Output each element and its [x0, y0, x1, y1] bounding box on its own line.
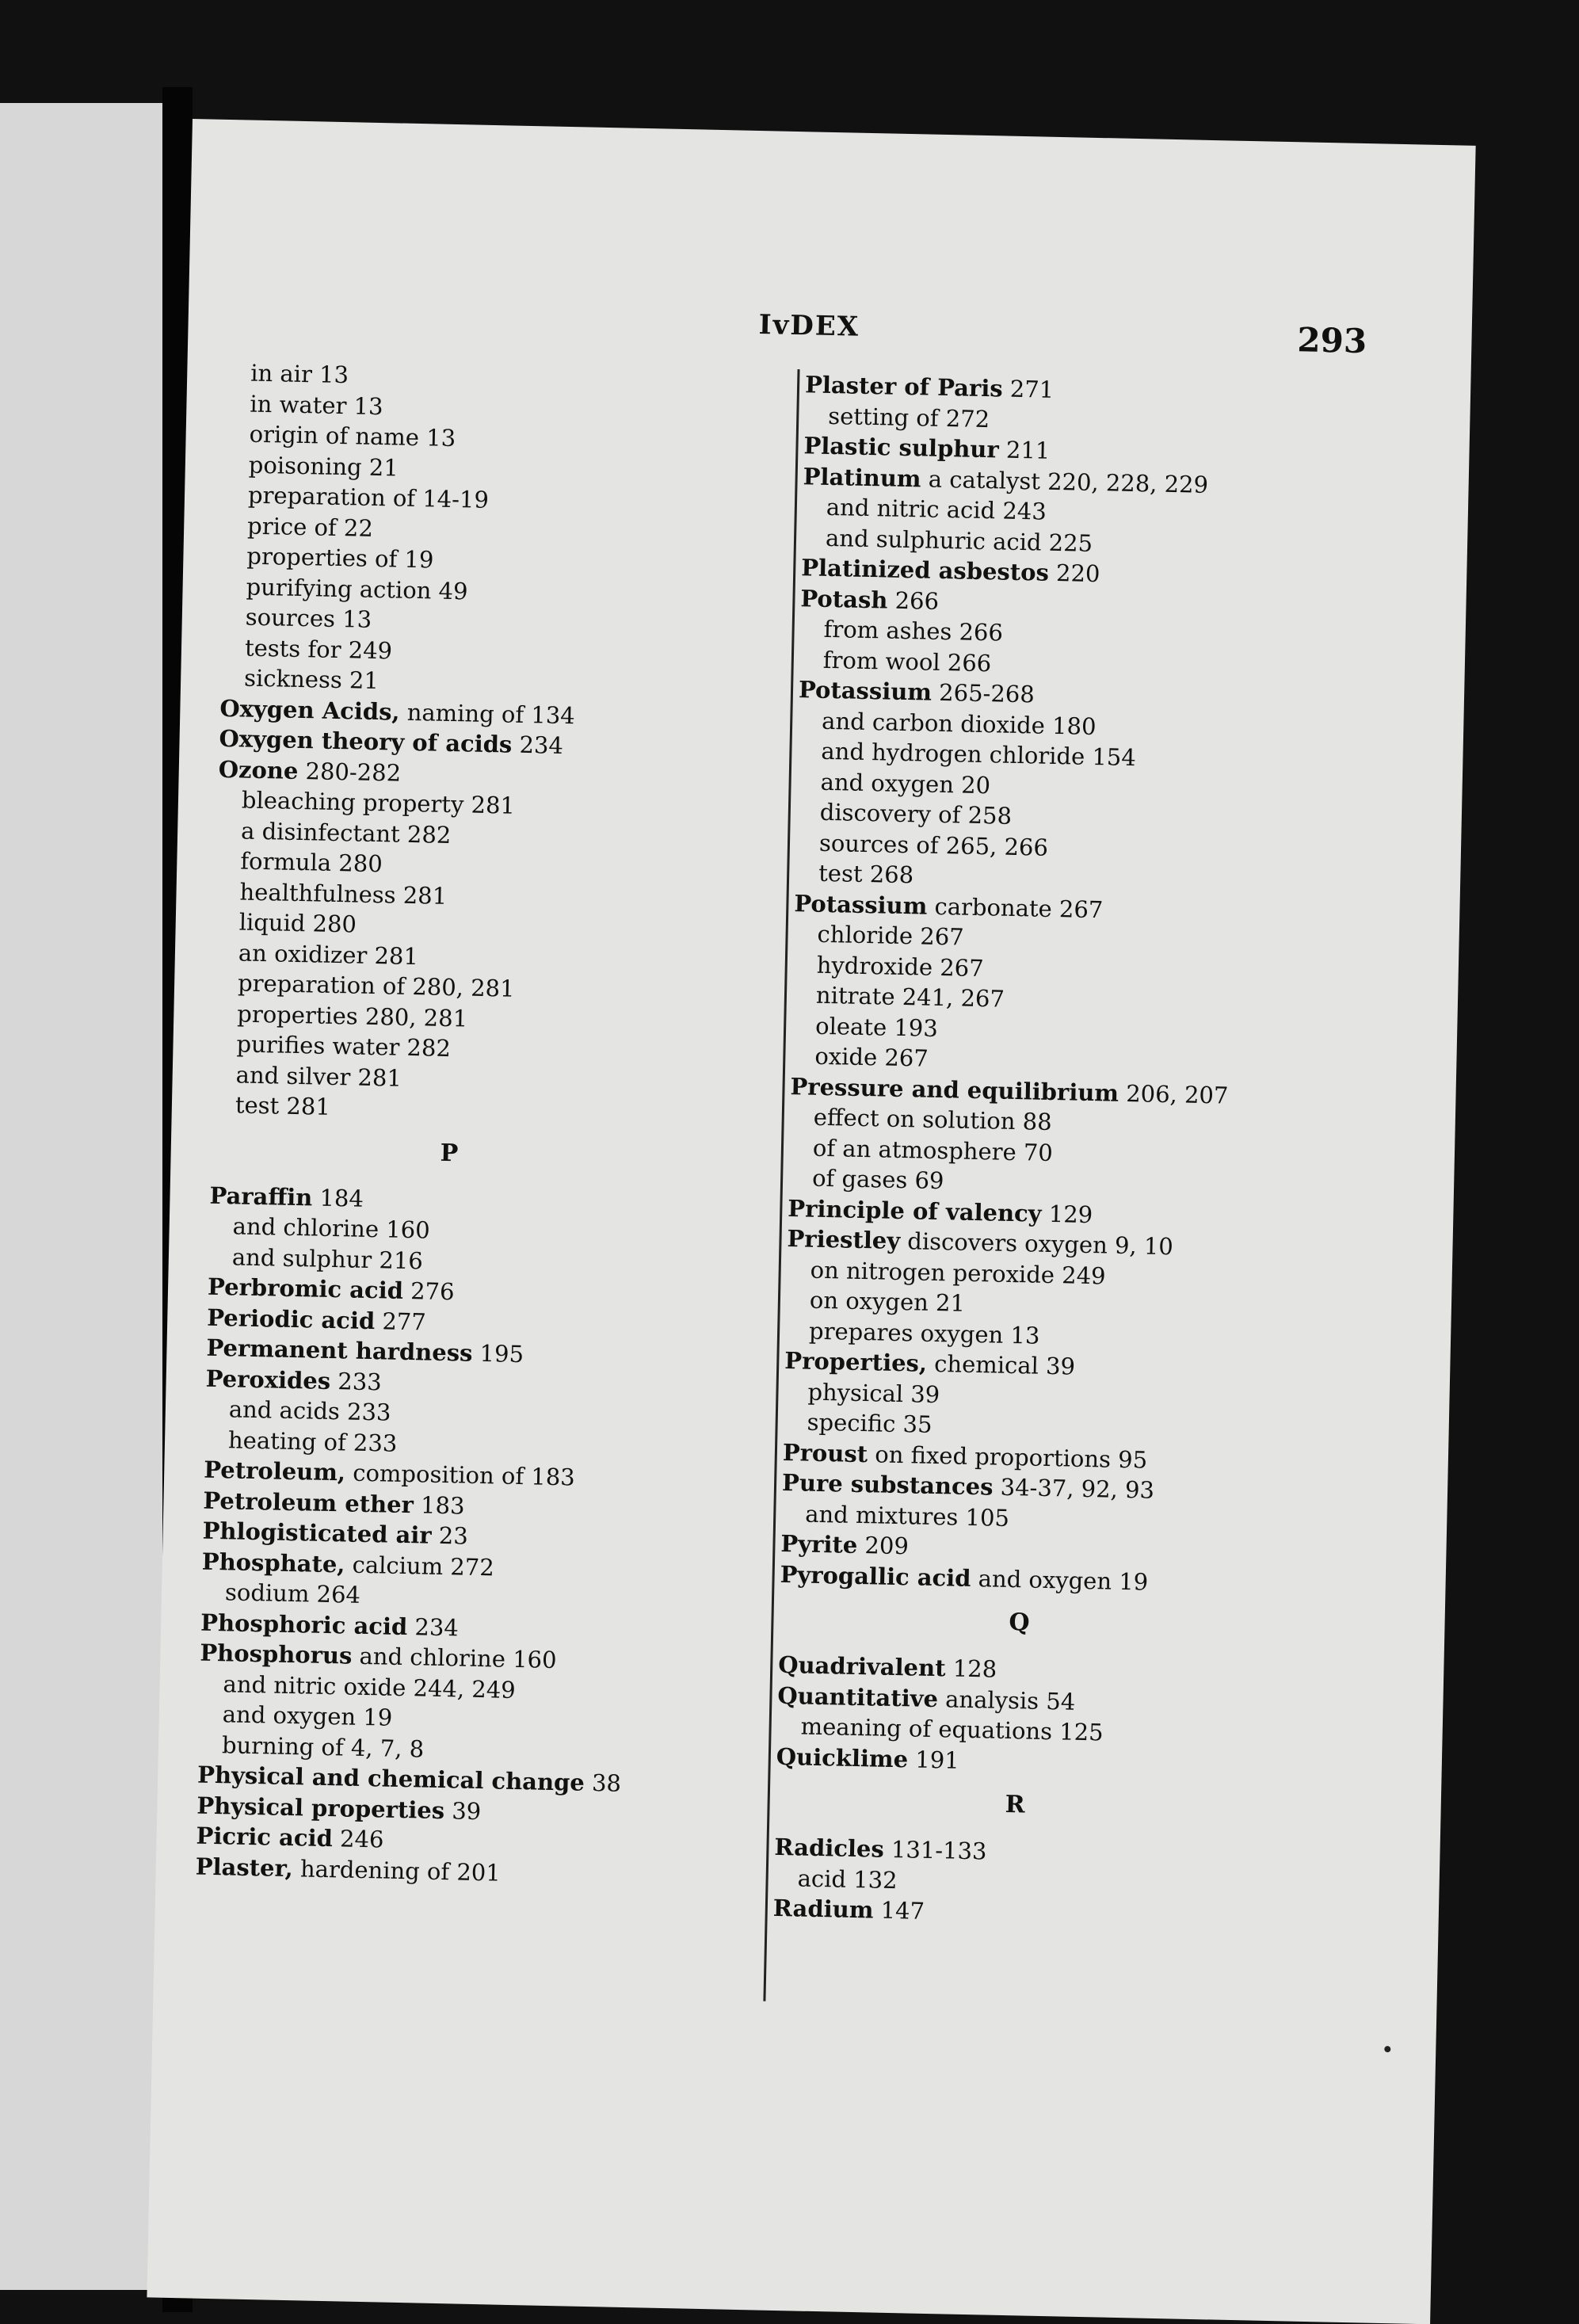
- entry-text: liquid 280: [238, 908, 357, 938]
- index-subentry: [222, 1730, 425, 1764]
- index-entry: [200, 1607, 459, 1643]
- index-subentry: [807, 1376, 940, 1409]
- entry-heading: Platinum: [803, 462, 921, 492]
- index-page: [147, 119, 1475, 2324]
- entry-text: formula 280: [240, 847, 383, 878]
- entry-text: 233: [330, 1367, 383, 1395]
- entry-text: and acids 233: [228, 1395, 391, 1426]
- entry-heading: Plastic sulphur: [803, 432, 1000, 464]
- index-subentry: [245, 602, 372, 635]
- entry-text: and silver 281: [235, 1060, 402, 1092]
- entry-text: from wool 266: [822, 646, 992, 677]
- entry-text: properties 280, 281: [237, 999, 468, 1032]
- entry-heading: Phosphorus: [200, 1639, 353, 1670]
- entry-text: test 268: [818, 859, 914, 889]
- entry-text: oleate 193: [814, 1012, 939, 1042]
- entry-heading: Priestley: [787, 1225, 901, 1255]
- entry-heading: Plaster of Paris: [804, 371, 1003, 403]
- index-subentry: [222, 1699, 392, 1732]
- entry-heading: Oxygen theory of acids: [219, 724, 513, 758]
- entry-text: analysis 54: [937, 1685, 1076, 1715]
- entry-text: and oxygen 19: [971, 1564, 1149, 1596]
- index-subentry: [814, 1041, 929, 1074]
- entry-text: specific 35: [807, 1408, 933, 1438]
- paper-speck: [1384, 2046, 1390, 2052]
- entry-text: prepares oxygen 13: [808, 1317, 1040, 1349]
- entry-text: chloride 267: [817, 920, 965, 951]
- entry-text: purifying action 49: [246, 573, 468, 605]
- section-letter: Q: [1009, 1608, 1030, 1637]
- entry-text: 129: [1041, 1200, 1093, 1228]
- entry-text: 23: [431, 1521, 469, 1550]
- index-entry: [803, 430, 1051, 466]
- index-entry: [772, 1893, 925, 1926]
- entry-heading: Properties,: [784, 1346, 928, 1377]
- entry-text: in air 13: [250, 359, 349, 389]
- entry-text: composition of 183: [345, 1459, 576, 1491]
- entry-text: 206, 207: [1118, 1079, 1229, 1109]
- entry-text: 211: [998, 436, 1051, 464]
- index-subentry: [232, 1211, 430, 1245]
- index-subentry: [235, 1059, 402, 1093]
- entry-text: 34-37, 92, 93: [993, 1473, 1155, 1504]
- index-entry: [799, 674, 1035, 709]
- index-subentry: [246, 571, 468, 606]
- entry-heading: Permanent hardness: [206, 1334, 473, 1367]
- entry-text: 195: [472, 1339, 524, 1368]
- index-subentry: [815, 1010, 938, 1043]
- index-entry: [218, 754, 401, 788]
- index-subentry: [826, 522, 1093, 558]
- index-subentry: [817, 919, 964, 952]
- index-subentry: [241, 815, 452, 850]
- index-entry: [776, 1741, 959, 1775]
- entry-text: sources 13: [245, 603, 372, 633]
- index-subentry: [239, 876, 447, 910]
- index-subentry: [238, 967, 515, 1003]
- entry-text: setting of 272: [827, 402, 990, 433]
- entry-heading: Pyrogallic acid: [780, 1560, 971, 1592]
- index-subentry: [225, 1577, 361, 1610]
- entry-heading: Potassium: [798, 676, 933, 706]
- entry-text: and nitric acid 243: [826, 493, 1047, 525]
- index-subentry: [240, 845, 383, 879]
- entry-heading: Oxygen Acids,: [219, 694, 400, 726]
- index-entry: [778, 1650, 997, 1685]
- index-entry: [774, 1832, 987, 1867]
- index-subentry: [248, 480, 490, 515]
- entry-text: discovery of 258: [819, 798, 1013, 830]
- entry-text: 280-282: [298, 757, 402, 787]
- section-letter: P: [440, 1139, 459, 1167]
- entry-text: 277: [374, 1307, 427, 1336]
- entry-text: 220: [1048, 559, 1100, 588]
- index-subentry: [236, 1028, 451, 1063]
- entry-text: 271: [1002, 375, 1055, 403]
- index-subentry: [247, 510, 373, 543]
- index-subentry: [248, 449, 399, 483]
- entry-text: acid 132: [797, 1864, 898, 1894]
- entry-text: a disinfectant 282: [240, 816, 452, 849]
- entry-text: and carbon dioxide 180: [821, 707, 1097, 740]
- entry-text: hydroxide 267: [816, 951, 985, 982]
- entry-text: 266: [887, 586, 940, 615]
- entry-text: 38: [584, 1769, 622, 1797]
- entry-text: on nitrogen peroxide 249: [810, 1256, 1106, 1289]
- entry-text: properties of 19: [246, 542, 434, 574]
- entry-text: heating of 233: [227, 1425, 398, 1457]
- index-entry: [205, 1363, 382, 1397]
- entry-heading: Plaster,: [195, 1853, 294, 1882]
- entry-text: calcium 272: [345, 1550, 495, 1581]
- index-subentry: [805, 1498, 1009, 1532]
- entry-heading: Picric acid: [196, 1822, 334, 1853]
- entry-text: 276: [402, 1276, 455, 1306]
- index-subentry: [816, 949, 984, 983]
- entry-heading: Radicles: [774, 1833, 885, 1863]
- previous-page-edge: [0, 103, 162, 2290]
- entry-text: in water 13: [250, 390, 383, 420]
- entry-text: 191: [907, 1745, 960, 1774]
- index-entry: [202, 1516, 468, 1551]
- entry-heading: Phosphoric acid: [200, 1608, 408, 1640]
- entry-text: preparation of 280, 281: [237, 969, 515, 1002]
- index-subentry: [822, 644, 991, 677]
- entry-heading: Peroxides: [205, 1364, 331, 1395]
- index-subentry: [823, 614, 1003, 648]
- index-subentry: [250, 388, 383, 422]
- index-entry: [780, 1528, 909, 1561]
- entry-text: 128: [945, 1654, 997, 1683]
- index-entry: [207, 1302, 426, 1337]
- index-entry: [780, 1559, 1148, 1597]
- entry-heading: Principle of valency: [788, 1194, 1042, 1227]
- entry-heading: Potash: [800, 584, 888, 614]
- entry-text: sickness 21: [243, 664, 379, 695]
- index-subentry: [807, 1407, 933, 1440]
- index-subentry: [828, 400, 990, 433]
- entry-text: and sulphuric acid 225: [825, 524, 1093, 557]
- entry-heading: Pressure and equilibrium: [790, 1072, 1119, 1107]
- index-subentry: [822, 705, 1097, 741]
- entry-text: healthfulness 281: [239, 877, 448, 910]
- entry-text: discovers oxygen 9, 10: [899, 1227, 1174, 1261]
- entry-text: from ashes 266: [823, 615, 1004, 647]
- entry-text: of gases 69: [811, 1164, 944, 1195]
- entry-heading: Paraffin: [209, 1181, 313, 1211]
- index-subentry: [235, 1089, 331, 1122]
- entry-text: and oxygen 20: [820, 768, 991, 799]
- entry-text: chemical 39: [926, 1349, 1076, 1380]
- index-entry: [196, 1821, 384, 1855]
- entry-text: bleaching property 281: [241, 786, 516, 819]
- index-subentry: [242, 784, 516, 820]
- index-entry: [195, 1851, 501, 1887]
- entry-text: carbonate 267: [927, 892, 1104, 923]
- entry-heading: Quicklime: [776, 1742, 909, 1773]
- entry-text: 265-268: [931, 678, 1036, 708]
- index-entry: [209, 1180, 364, 1213]
- index-entry: [208, 1272, 455, 1307]
- entry-text: purifies water 282: [236, 1030, 452, 1063]
- entry-text: and chlorine 160: [232, 1212, 431, 1244]
- index-subentry: [238, 906, 357, 939]
- entry-text: on fixed proportions 95: [867, 1440, 1148, 1474]
- index-subentry: [245, 632, 393, 666]
- index-subentry: [819, 797, 1012, 831]
- entry-text: 183: [413, 1490, 465, 1520]
- entry-heading: Platinized asbestos: [800, 554, 1050, 586]
- index-subentry: [228, 1425, 398, 1458]
- entry-text: 147: [873, 1896, 925, 1925]
- entry-text: hardening of 201: [292, 1854, 502, 1887]
- index-subentry: [250, 358, 349, 391]
- entry-heading: Pyrite: [780, 1529, 858, 1559]
- entry-heading: Petroleum ether: [203, 1486, 414, 1518]
- entry-text: 246: [332, 1825, 384, 1853]
- index-subentry: [818, 858, 914, 891]
- entry-heading: Quantitative: [777, 1681, 939, 1712]
- entry-heading: Quadrivalent: [777, 1650, 946, 1682]
- index-subentry: [810, 1285, 966, 1318]
- index-subentry: [797, 1863, 898, 1895]
- entry-text: origin of name 13: [249, 420, 456, 452]
- entry-text: and mixtures 105: [804, 1500, 1010, 1532]
- index-subentry: [249, 419, 456, 453]
- entry-text: sodium 264: [224, 1578, 361, 1608]
- page-number: 293: [1296, 320, 1367, 361]
- index-subentry: [232, 1242, 424, 1276]
- entry-text: oxide 267: [814, 1042, 929, 1072]
- entry-heading: Phlogisticated air: [202, 1517, 433, 1549]
- index-subentry: [812, 1163, 944, 1196]
- entry-text: and oxygen 19: [222, 1700, 393, 1731]
- entry-text: 234: [511, 731, 564, 759]
- entry-text: and nitric oxide 244, 249: [223, 1670, 517, 1704]
- entry-text: effect on solution 88: [813, 1103, 1052, 1135]
- entry-text: and chlorine 160: [352, 1642, 557, 1674]
- entry-heading: Pure substances: [781, 1468, 994, 1501]
- index-subentry: [237, 998, 468, 1033]
- entry-text: and hydrogen chloride 154: [821, 737, 1137, 772]
- entry-text: naming of 134: [399, 698, 576, 729]
- entry-text: 209: [856, 1531, 910, 1560]
- entry-heading: Radium: [772, 1894, 874, 1924]
- entry-text: tests for 249: [244, 634, 393, 664]
- entry-heading: Perbromic acid: [207, 1273, 404, 1304]
- entry-text: an oxidizer 281: [238, 938, 419, 970]
- index-subentry: [820, 766, 990, 799]
- index-entry: [203, 1485, 465, 1521]
- entry-text: a catalyst 220, 228, 229: [921, 464, 1209, 498]
- index-subentry: [809, 1315, 1040, 1350]
- index-entry: [805, 369, 1055, 405]
- section-letter: R: [1005, 1790, 1025, 1819]
- entry-text: 234: [406, 1612, 460, 1641]
- index-subentry: [813, 1102, 1052, 1137]
- entry-text: test 281: [235, 1091, 331, 1120]
- entry-text: of an atmosphere 70: [812, 1134, 1054, 1166]
- index-subentry: [813, 1132, 1054, 1167]
- entry-text: burning of 4, 7, 8: [221, 1731, 425, 1763]
- entry-text: poisoning 21: [248, 451, 399, 482]
- entry-text: price of 22: [246, 512, 374, 542]
- index-subentry: [246, 541, 434, 575]
- entry-text: and sulphur 216: [231, 1242, 424, 1274]
- entry-text: nitrate 241, 267: [815, 981, 1005, 1013]
- entry-heading: Physical and chemical change: [196, 1761, 585, 1796]
- entry-heading: Ozone: [218, 755, 299, 784]
- index-entry: [800, 583, 939, 616]
- index-subentry: [238, 937, 419, 971]
- entry-heading: Periodic acid: [206, 1303, 376, 1334]
- entry-heading: Potassium: [794, 889, 928, 920]
- entry-text: 184: [311, 1183, 364, 1212]
- entry-text: sources of 265, 266: [818, 829, 1049, 861]
- entry-heading: Physical properties: [196, 1792, 445, 1824]
- index-subentry: [229, 1394, 391, 1427]
- entry-text: 131-133: [883, 1835, 987, 1865]
- index-subentry: [819, 827, 1049, 862]
- entry-text: on oxygen 21: [809, 1286, 966, 1317]
- entry-heading: Phosphate,: [201, 1547, 345, 1578]
- entry-heading: Petroleum,: [203, 1456, 346, 1486]
- index-subentry: [816, 980, 1005, 1014]
- entry-text: preparation of 14-19: [247, 481, 490, 513]
- entry-text: 39: [444, 1796, 482, 1825]
- entry-text: physical 39: [807, 1378, 940, 1408]
- entry-text: meaning of equations 125: [800, 1712, 1104, 1746]
- index-subentry: [826, 492, 1047, 527]
- index-subentry: [244, 663, 379, 696]
- page-header-title: IⅴDEX: [758, 309, 860, 343]
- entry-heading: Proust: [782, 1438, 868, 1467]
